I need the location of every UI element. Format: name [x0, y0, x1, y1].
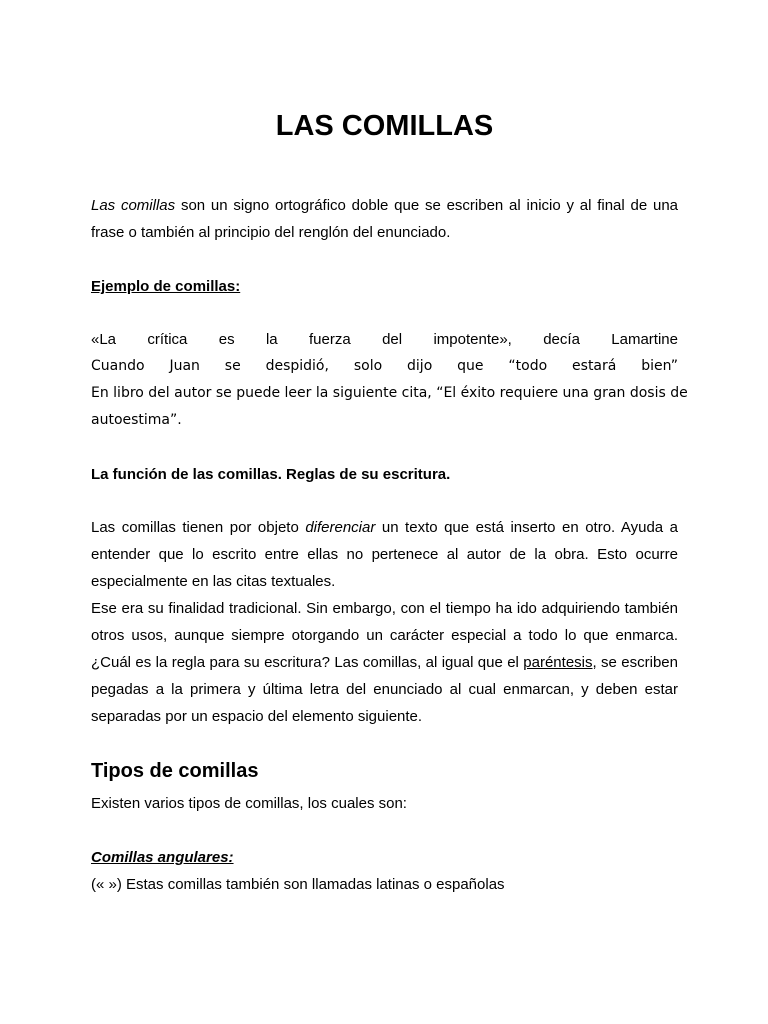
example-line-1 [91, 326, 678, 353]
intro-line-1 [91, 192, 678, 219]
example-line-1-word: Lamartine [611, 331, 678, 348]
tipos-intro: Existen varios tipos de comillas, los cuales son: [91, 795, 407, 812]
example-line-2 [91, 353, 678, 380]
example-line-2-word: estará [572, 358, 617, 374]
ejemplo-heading: Ejemplo de comillas: [91, 278, 241, 295]
example-line-2-word: dijo [407, 358, 433, 374]
examples-block [91, 326, 688, 434]
example-line-2-word: solo [353, 358, 383, 374]
example-line-2-word: bien” [641, 358, 678, 374]
example-line-3: En libro del autor se puede leer la siguiente cita, “El éxito requiere una gran dosis de [91, 385, 688, 401]
angulares-text: (« ») Estas comillas también son llamadas latinas o españolas [91, 876, 505, 893]
example-line-2-word: “todo [508, 358, 548, 374]
funcion-line-3: especialmente en las citas textuales. [91, 573, 336, 590]
intro-paragraph [91, 192, 678, 246]
funcion-line-5: otros usos, aunque siempre otorgando un carácter especial a todo lo que enmarca. [91, 627, 678, 644]
funcion-line-2: entender que lo escrito entre ellas no pertenece al autor de la obra. Esto ocurre [91, 546, 678, 563]
funcion-line-8: separadas por un espacio del elemento siguiente. [91, 708, 423, 725]
funcion-line-6-a: ¿Cuál es la regla para su escritura? Las comillas, al igual que el [91, 654, 524, 671]
funcion-paragraph [91, 514, 678, 730]
parentesis-link[interactable]: paréntesis [523, 654, 593, 671]
funcion-heading: La función de las comillas. Reglas de su escritura. [91, 466, 451, 483]
funcion-line-6 [91, 649, 678, 676]
example-line-2-word: se [224, 358, 241, 374]
example-line-1-word: la [265, 331, 278, 348]
example-line-2-word: despidió, [265, 358, 329, 374]
example-line-1-word: crítica [147, 331, 188, 348]
example-line-1-word: impotente», [433, 331, 512, 348]
funcion-line-4: Ese era su finalidad tradicional. Sin embargo, con el tiempo ha ido adquiriendo también [91, 600, 678, 617]
funcion-line-1-b: un texto que está inserto en otro. Ayuda a [375, 519, 678, 536]
example-line-2-word: Cuando [91, 358, 145, 374]
funcion-line-1 [91, 514, 678, 541]
example-line-1-word: es [218, 331, 235, 348]
example-line-1-word: fuerza [309, 331, 351, 348]
example-line-2-word: Juan [169, 358, 200, 374]
document-title: LAS COMILLAS [275, 110, 494, 142]
example-line-4: autoestima”. [91, 412, 182, 428]
example-line-1-word: decía [543, 331, 580, 348]
angulares-heading: Comillas angulares: [91, 849, 234, 866]
example-line-2-word: que [457, 358, 484, 374]
funcion-line-6-b: , se escriben [592, 654, 678, 671]
tipos-heading: Tipos de comillas [91, 760, 259, 782]
example-line-1-word: del [382, 331, 403, 348]
example-line-1-word: «La [91, 331, 117, 348]
funcion-italic-word: diferenciar [305, 519, 376, 536]
intro-line-1-rest: son un signo ortográfico doble que se escriben al inicio y al final de una [175, 197, 679, 214]
funcion-line-7: pegadas a la primera y última letra del enunciado al cual enmarcan, y deben estar [91, 681, 678, 698]
funcion-line-1-a: Las comillas tienen por objeto [91, 519, 306, 536]
intro-lead-italic: Las comillas [91, 197, 176, 214]
intro-line-2: frase o también al principio del renglón del enunciado. [91, 224, 451, 241]
